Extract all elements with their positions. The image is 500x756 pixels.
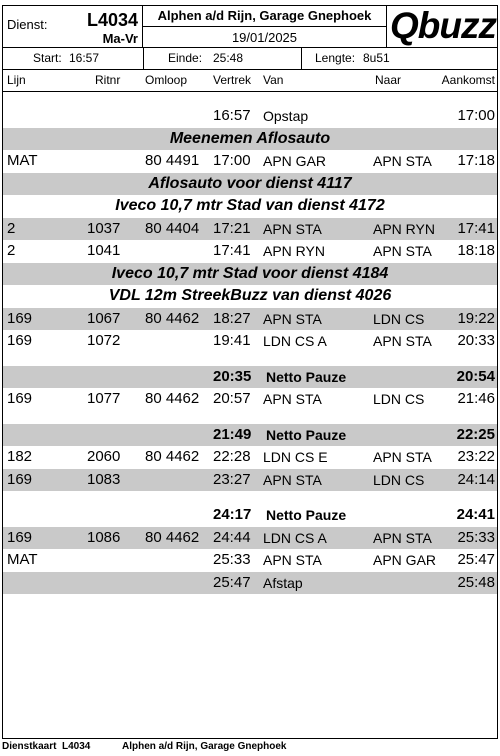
cell-naar: LDN CS [373,391,425,407]
cell-vertrek: 23:27 [213,470,251,488]
cell-van: APN STA [263,220,322,237]
pause-label: Netto Pauze [266,507,347,523]
cell-aankomst: 25:33 [457,528,495,546]
cell-lijn: MAT [7,152,38,169]
section-title-row [3,128,497,151]
cell-omloop: 80 4462 [145,390,200,407]
pause-row [3,504,497,527]
divider [143,48,144,69]
cell-aankomst: 17:18 [457,152,495,169]
cell-ritnr: 1072 [87,332,121,349]
cell-aankomst: 24:14 [457,470,495,488]
section-title-row [3,263,497,286]
col-naar: Naar [375,73,402,87]
cell-aankomst: 23:22 [457,448,495,465]
cell-aankomst: 25:48 [457,573,495,591]
cell-ritnr: 1037 [87,219,121,237]
table-row [3,388,497,411]
cell-naar: APN STA [373,243,432,259]
table-row [3,105,497,128]
dienst-code: L4034 [86,10,138,30]
spacer-row [3,92,497,105]
cell-vertrek: 20:57 [213,390,251,407]
dienst-days: Ma-Vr [102,31,138,46]
einde-value: 25:48 [213,51,244,65]
col-omloop: Omloop [145,73,188,87]
cell-naar: APN STA [373,333,432,349]
spacer-row [3,353,497,366]
cell-naar: LDN CS [373,310,425,327]
cell-van: APN GAR [263,153,327,169]
footer-card-label: Dienstkaart [2,741,57,752]
cell-naar: APN STA [373,153,432,169]
cell-vertrek: 17:41 [213,242,251,259]
cell-lijn: 169 [7,309,33,327]
cell-van: APN RYN [263,243,325,259]
lengte-label: Lengte: [315,51,356,65]
cell-lijn: 2 [7,242,16,259]
cell-aankomst: 19:22 [457,309,495,327]
table-row [3,308,497,331]
cell-omloop: 80 4462 [145,309,200,327]
cell-naar: LDN CS [373,471,425,488]
header-top [3,6,497,48]
section-title-row [3,195,497,218]
section-title: Aflosauto voor dienst 4117 [148,174,352,192]
pause-label: Netto Pauze [266,368,347,385]
cell-naar: APN STA [373,529,432,546]
cell-lijn: 2 [7,219,16,237]
cell-van: APN STA [263,310,322,327]
cell-van: APN STA [263,552,322,568]
cell-vertrek: 17:21 [213,219,251,237]
table-row [3,469,497,492]
cell-lijn: 182 [7,448,33,465]
duty-card [2,5,498,739]
column-headers [3,70,497,92]
pause-start: 24:17 [213,506,252,523]
trip-table [3,92,497,594]
cell-naar: APN STA [373,449,432,465]
cell-aankomst: 17:00 [457,107,495,124]
cell-vertrek: 25:47 [213,573,251,591]
cell-ritnr: 1086 [87,528,121,546]
cell-vertrek: 24:44 [213,528,251,546]
location-date-box [143,6,387,48]
cell-van: LDN CS A [263,529,327,546]
col-lijn: Lijn [7,73,26,87]
cell-ritnr: 1067 [87,309,121,327]
pause-label: Netto Pauze [266,426,347,443]
cell-van: Afstap [263,574,303,591]
cell-lijn: 169 [7,528,33,546]
cell-vertrek: 18:27 [213,309,251,327]
cell-vertrek: 16:57 [213,107,251,124]
cell-omloop: 80 4491 [145,152,200,169]
section-title: VDL 12m StreekBuzz van dienst 4026 [108,287,392,304]
pause-end: 22:25 [456,425,495,443]
pause-row [3,424,497,447]
section-title-row [3,285,497,308]
qbuzz-logo: Qbuzz [390,5,496,46]
pause-row [3,366,497,389]
cell-ritnr: 2060 [87,448,121,465]
spacer-row [3,411,497,424]
cell-lijn: 169 [7,332,33,349]
table-row [3,446,497,469]
cell-naar: APN GAR [373,552,437,568]
cell-ritnr: 1041 [87,242,121,259]
cell-vertrek: 17:00 [213,152,251,169]
lengte-value: 8u51 [363,51,390,65]
service-date: 19/01/2025 [231,30,298,45]
cell-ritnr: 1083 [87,470,121,488]
section-title: Iveco 10,7 mtr Stad van dienst 4172 [115,197,385,214]
footer-card-code: L4034 [62,741,91,752]
col-van: Van [263,73,284,87]
cell-omloop: 80 4462 [145,448,200,465]
cell-aankomst: 18:18 [457,242,495,259]
spacer-row [3,491,497,504]
cell-lijn: 169 [7,470,33,488]
pause-start: 21:49 [213,425,252,443]
depot-location: Alphen a/d Rijn, Garage Gnephoek [143,6,386,27]
section-title: Meenemen Aflosauto [169,129,331,147]
start-label: Start: [33,51,62,65]
cell-lijn: MAT [7,551,38,568]
table-row [3,218,497,241]
table-row [3,150,497,173]
cell-aankomst: 17:41 [457,219,495,237]
footer-location: Alphen a/d Rijn, Garage Gnephoek [122,741,287,752]
cell-omloop: 80 4404 [145,219,200,237]
cell-van: Opstap [263,108,309,124]
cell-aankomst: 20:33 [457,332,495,349]
col-ritnr: Ritnr [95,73,121,87]
dienst-box [3,6,143,48]
table-row [3,572,497,595]
cell-vertrek: 19:41 [213,332,251,349]
cell-ritnr: 1077 [87,390,121,407]
header-times [3,48,497,70]
einde-label: Einde: [168,51,203,65]
start-value: 16:57 [69,51,100,65]
table-row [3,240,497,263]
pause-end: 20:54 [456,367,495,385]
cell-omloop: 80 4462 [145,528,200,546]
cell-naar: APN RYN [373,220,435,237]
section-title: Iveco 10,7 mtr Stad voor dienst 4184 [111,264,389,282]
col-aankomst: Aankomst [441,73,495,87]
cell-aankomst: 25:47 [457,551,495,568]
cell-van: LDN CS E [263,449,328,465]
pause-end: 24:41 [456,506,495,523]
cell-van: LDN CS A [263,333,327,349]
table-row [3,330,497,353]
section-title-row [3,173,497,196]
col-vertrek: Vertrek [213,73,252,87]
cell-lijn: 169 [7,390,33,407]
table-row [3,527,497,550]
cell-vertrek: 25:33 [213,551,251,568]
pause-start: 20:35 [213,367,252,385]
cell-van: APN STA [263,471,322,488]
dienst-label: Dienst: [7,17,48,32]
divider [301,48,302,69]
cell-aankomst: 21:46 [457,390,495,407]
table-row [3,549,497,572]
cell-van: APN STA [263,391,322,407]
cell-vertrek: 22:28 [213,448,251,465]
